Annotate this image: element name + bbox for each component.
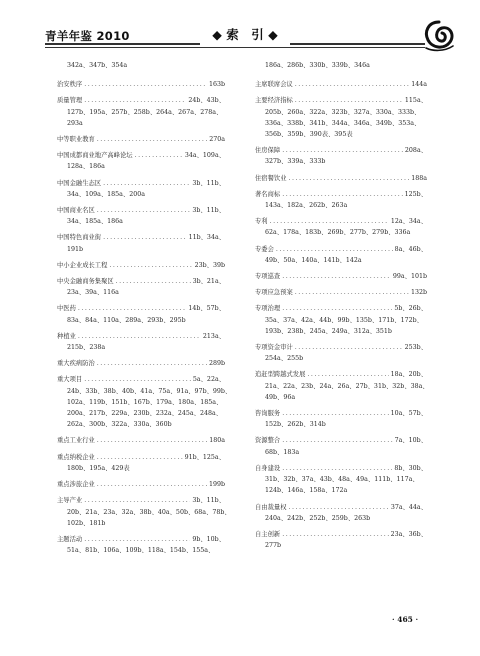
page-references: 163b [208, 81, 225, 89]
index-entry [57, 452, 225, 474]
page-references-continued: 31b、32b、37a、43b、48a、49a、111b、117a、 [265, 476, 419, 484]
index-entry [57, 534, 225, 556]
index-entry-head [255, 303, 427, 314]
page-references: 91b、125a、 [184, 453, 225, 461]
page-references-continued: 102a、119b、151b、167b、179a、180a、185a、 [67, 398, 223, 406]
index-entry [57, 232, 225, 254]
index-term: 自由裁量权 [255, 503, 287, 511]
index-entry [57, 495, 231, 529]
page-references-continued: 127b、195a、257b、258b、264a、267a、278a、 [67, 108, 223, 116]
dot-leader [78, 303, 186, 314]
page-references-continued: 124b、146a、158a、172a [265, 487, 348, 495]
index-term: 主席联席会议 [255, 81, 293, 89]
index-entry-head [255, 463, 427, 474]
dot-leader [84, 374, 191, 385]
index-term: 种植业 [57, 332, 76, 340]
dot-leader [84, 95, 186, 106]
page-references-continued: 193b、238b、245a、249a、312a、351b [265, 327, 392, 335]
page-references: 5b、26b、 [394, 305, 427, 313]
index-term: 自身建设 [255, 464, 281, 472]
dot-leader [295, 79, 409, 90]
dot-leader [97, 134, 207, 145]
page-references: 37a、44a、 [390, 503, 427, 511]
index-term: 治安秩序 [57, 81, 83, 89]
index-term: 中国特色商业街 [57, 234, 102, 242]
index-term: 中小企业成长工程 [57, 261, 108, 269]
page-references: 23a、36b、 [390, 530, 427, 538]
page-references-continued: 24b、33b、38b、40b、41a、75a、91a、97b、99b、 [67, 387, 232, 395]
page-references-continued: 186a、286b、330b、339b、346a [265, 62, 370, 69]
dot-leader [97, 452, 183, 463]
page-references-continued: 20b、21a、23a、32a、38b、40a、50b、68a、78b、 [67, 508, 231, 516]
index-entry-head [57, 276, 225, 287]
page-references: 144a [411, 81, 427, 89]
dot-leader [307, 369, 388, 380]
page-references: 132b [410, 289, 427, 297]
page-references-continued: 342a、347b、354a [67, 62, 128, 69]
page-references: 208a、 [404, 147, 427, 155]
index-entry [57, 374, 232, 430]
dot-leader [282, 463, 392, 474]
page-references: 7a、10b、 [394, 437, 427, 445]
index-term: 重大项目 [57, 376, 83, 384]
index-term: 重大疾病防治 [57, 360, 95, 368]
page-references: 125b、 [404, 190, 427, 198]
page-references: 8b、30b、 [394, 464, 427, 472]
index-entry [57, 303, 225, 325]
index-column-left [57, 60, 232, 561]
index-term: 咨询服务 [255, 410, 281, 418]
page-references-continued: 49b、50a、140a、141b、142a [265, 256, 362, 264]
dot-leader [288, 173, 409, 184]
page-references: 18a、20b、 [390, 371, 427, 379]
index-entry [57, 60, 225, 71]
index-entry-head [57, 303, 225, 314]
index-entry-head [255, 529, 427, 540]
index-term: 追赶型跨越式发展 [255, 371, 306, 379]
page-references-continued: 83a、84a、110a、289a、293b、295b [67, 316, 186, 324]
dot-leader [97, 358, 207, 369]
index-entry [255, 145, 427, 167]
index-entry-head [57, 435, 225, 446]
page-references: 12a、34a、 [390, 218, 427, 226]
dot-leader [116, 276, 191, 287]
dot-leader [84, 534, 190, 545]
page-references-continued: 180b、195a、429表 [67, 464, 130, 472]
index-entry [255, 342, 427, 364]
dot-leader [282, 408, 388, 419]
index-entry [57, 479, 225, 490]
page-references: 3b、21a、 [192, 278, 225, 286]
index-entry [255, 271, 427, 282]
index-entry-head [57, 374, 225, 385]
index-entry-head [57, 95, 225, 106]
dot-leader [97, 479, 207, 490]
index-entry-head [57, 331, 225, 342]
page-references-continued: 200a、217b、229a、230b、232a、245a、248a、 [67, 410, 223, 418]
page-references-continued: 293a [67, 119, 83, 127]
index-term: 专项资金审计 [255, 344, 293, 352]
page-references-continued: 336a、338b、341b、344a、346a、349b、353a、 [265, 119, 421, 127]
page-references-continued: 240a、242b、252b、259b、263b [265, 514, 371, 522]
index-entry-head [255, 173, 427, 184]
page-references-continued: 128a、186a [67, 163, 105, 171]
dot-leader [97, 435, 207, 446]
page-references-continued: 262a、300b、322a、330a、360b [67, 421, 172, 429]
index-entry [255, 287, 427, 298]
index-entry [255, 216, 427, 238]
page-references-continued: 215b、238a [67, 344, 106, 352]
index-entry-head [57, 495, 225, 506]
index-term: 资源整合 [255, 437, 281, 445]
page-references: 188a [411, 174, 427, 182]
page-references: 3b、11b、 [192, 207, 225, 215]
page-references: 14b、57b、 [188, 305, 225, 313]
page-references: 8a、46b、 [394, 245, 427, 253]
page-references: 180a [209, 437, 225, 445]
index-entry [57, 435, 225, 446]
page-references-continued: 35a、37a、42a、44b、99b、135b、171b、172b、 [265, 316, 423, 324]
page-references: 9b、10b、 [192, 535, 225, 543]
index-term: 专利 [255, 218, 268, 226]
dot-leader [109, 260, 192, 271]
page-references-continued: 34a、109a、185a、200a [67, 190, 145, 198]
index-term: 重点工业行业 [57, 437, 95, 445]
index-term: 中国成都商业地产高峰论坛 [57, 152, 133, 160]
index-entry [255, 95, 427, 140]
page-references-continued: 327b、339a、333b [265, 158, 326, 166]
page-references-continued: 49b、96a [265, 393, 296, 401]
page-references: 115a、 [404, 97, 427, 105]
index-term: 住房保障 [255, 147, 281, 155]
page-references-continued: 277b [265, 542, 282, 550]
index-entry [255, 60, 427, 71]
index-entry [255, 529, 427, 551]
dot-leader [84, 79, 207, 90]
index-entry [255, 502, 427, 524]
page-references-continued: 356b、359b、390表、395表 [265, 131, 353, 139]
dot-leader [276, 244, 393, 255]
dot-leader [282, 145, 403, 156]
index-term: 住宿餐饮业 [255, 174, 287, 182]
index-entry-head [255, 369, 427, 380]
dot-leader [282, 303, 392, 314]
dot-leader [288, 502, 388, 513]
page-references: 24b、43b、 [188, 97, 225, 105]
page-references: 3b、11b、 [192, 497, 225, 505]
index-term: 重点涉旅企业 [57, 481, 95, 489]
page-references: 34a、109a、 [184, 152, 225, 160]
page-number: · 465 · [392, 615, 419, 624]
index-term: 自主创新 [255, 530, 281, 538]
dot-leader [295, 95, 403, 106]
index-entry-head [57, 79, 225, 90]
index-entry [255, 173, 427, 184]
page-references: 3b、11b、 [192, 179, 225, 187]
index-entry [57, 358, 225, 369]
page-references: 23b、39b [194, 261, 225, 269]
index-entry [57, 79, 225, 90]
dot-leader [282, 435, 392, 446]
index-entry [255, 189, 427, 211]
index-entry-head [57, 358, 225, 369]
dot-leader [135, 150, 183, 161]
page-references-continued: 102b、181b [67, 519, 106, 527]
index-entry-head [57, 534, 225, 545]
index-term: 中国商业名区 [57, 207, 95, 215]
dot-leader [295, 287, 409, 298]
index-term: 专项应急预案 [255, 289, 293, 297]
dot-leader [103, 232, 187, 243]
page-references: 270a [209, 136, 225, 144]
page-references-continued: 51a、81b、106a、109b、118a、154b、155a、 [67, 547, 215, 555]
index-entry-head [255, 145, 427, 156]
page-references-continued: 205b、260a、322a、323b、327a、330a、333b、 [265, 108, 421, 116]
index-term: 中央金融商务集聚区 [57, 278, 114, 286]
index-term: 质量管理 [57, 97, 83, 105]
dot-leader [282, 271, 391, 282]
index-term: 重点纳税企业 [57, 453, 95, 461]
page-references-continued: 143a、182a、262b、263a [265, 202, 348, 210]
index-entry [57, 276, 225, 298]
index-entry-head [57, 178, 225, 189]
index-entry [255, 303, 427, 337]
index-entry-head [57, 205, 225, 216]
index-entry [57, 150, 225, 172]
index-entry-head [255, 95, 427, 106]
index-column-right [255, 60, 427, 556]
index-entry-head [255, 216, 427, 227]
index-entry [255, 435, 427, 457]
index-term: 专项巡查 [255, 273, 281, 281]
header-rule-thin [45, 47, 425, 48]
dot-leader [282, 189, 402, 200]
index-entry-head [57, 150, 225, 161]
index-entry [255, 463, 427, 497]
page-references: 253b、 [404, 344, 427, 352]
page-header [0, 0, 480, 58]
index-entry-head [255, 244, 427, 255]
index-entry-head [57, 260, 225, 271]
index-term: 专委会 [255, 245, 274, 253]
index-entry [255, 369, 427, 403]
index-term: 中医药 [57, 305, 76, 313]
index-entry-head [255, 502, 427, 513]
index-entry-head [57, 134, 225, 145]
index-term: 中等职业教育 [57, 136, 95, 144]
index-term: 主导产业 [57, 497, 83, 505]
dot-leader [84, 495, 190, 506]
dot-leader [103, 178, 190, 189]
index-entry-head [255, 79, 427, 90]
page-references-continued: 152b、262b、314b [265, 421, 326, 429]
page-references-continued: 62a、178a、183b、269b、277b、279b、336a [265, 229, 411, 237]
index-entry [57, 134, 225, 145]
page-references-continued: 254a、255b [265, 355, 304, 363]
page-references-continued: 191b [67, 245, 84, 253]
index-entry-head [255, 189, 427, 200]
dot-leader [78, 331, 201, 342]
index-entry-head [255, 287, 427, 298]
page-references: 213a、 [202, 332, 225, 340]
index-entry [57, 331, 225, 353]
dot-leader [282, 529, 388, 540]
dot-leader [270, 216, 389, 227]
section-title: ◆ 索 引 ◆ [200, 24, 290, 46]
index-entry [57, 205, 225, 227]
page-references: 5a、22a、 [192, 376, 225, 384]
index-entry-head [57, 479, 225, 490]
index-entry-head [57, 452, 225, 463]
index-entry [57, 260, 225, 271]
page-references-continued: 21a、22a、23b、24a、26a、27b、31b、32b、38a、 [265, 382, 429, 390]
page-references: 199b [208, 481, 225, 489]
index-entry-head [255, 342, 427, 353]
index-entry [255, 79, 427, 90]
dot-leader [295, 342, 403, 353]
index-term: 著名商标 [255, 190, 281, 198]
index-term: 专项治理 [255, 305, 281, 313]
index-entry [57, 178, 225, 200]
yearbook-title: 青羊年鉴 2010 [45, 29, 130, 43]
index-term: 主题活动 [57, 535, 83, 543]
page-references-continued: 23a、39a、116a [67, 289, 119, 297]
index-entry-head [255, 435, 427, 446]
index-entry [255, 408, 427, 430]
index-entry-head [255, 408, 427, 419]
index-term: 中国金融生态区 [57, 179, 102, 187]
index-entry-head [57, 232, 225, 243]
dot-leader [97, 205, 191, 216]
page-references: 11b、34a、 [188, 234, 225, 242]
page-references: 289b [208, 360, 225, 368]
page-references-continued: 68b、183a [265, 448, 300, 456]
index-term: 主要经济指标 [255, 97, 293, 105]
page-references-continued: 34a、185a、186a [67, 218, 123, 226]
index-entry [255, 244, 427, 266]
index-entry [57, 95, 225, 129]
index-entry-head [255, 271, 427, 282]
page-references: 99a、101b [392, 273, 427, 281]
decorative-swirl-logo [422, 20, 456, 52]
page-references: 10a、57b、 [390, 410, 427, 418]
